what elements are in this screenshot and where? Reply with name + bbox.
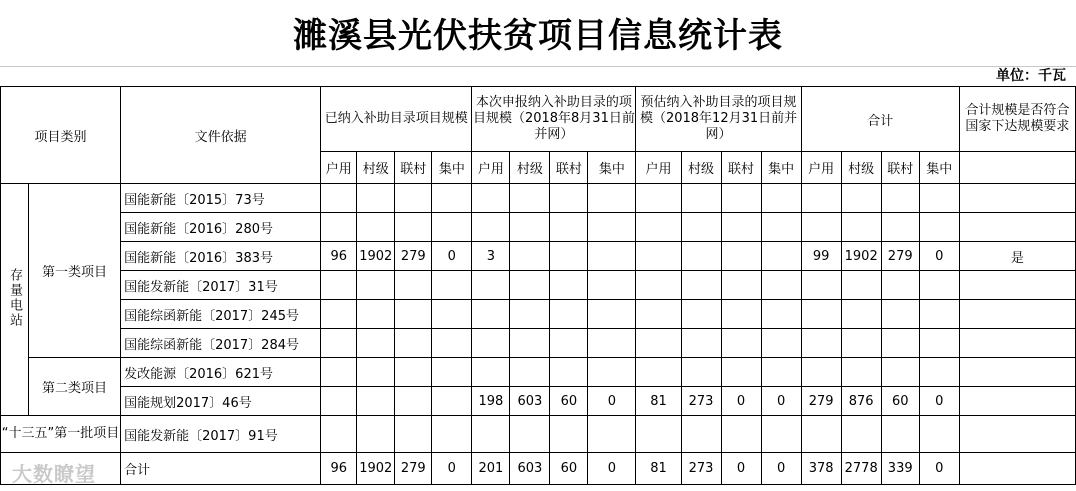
data-cell: [841, 358, 881, 387]
subheader: 集中: [919, 152, 959, 184]
data-cell: [636, 358, 681, 387]
data-cell: [472, 300, 510, 329]
data-cell: [321, 387, 357, 416]
data-cell: [395, 416, 432, 453]
header-group-total: 合计: [801, 87, 959, 152]
data-cell: [550, 184, 588, 213]
doc-basis-cell: 国能综函新能〔2017〕284号: [121, 329, 321, 358]
subheader: 集中: [588, 152, 636, 184]
data-cell: [432, 358, 472, 387]
data-cell: [321, 416, 357, 453]
data-cell: [357, 184, 395, 213]
data-cell: [841, 213, 881, 242]
data-cell: [841, 184, 881, 213]
total-compliance-cell: [959, 453, 1075, 485]
data-cell: 279: [801, 387, 841, 416]
data-cell: [432, 300, 472, 329]
subheader: 户用: [472, 152, 510, 184]
data-cell: 0: [432, 242, 472, 271]
compliance-cell: [959, 213, 1075, 242]
data-cell: 0: [761, 387, 801, 416]
class2-label: 第二类项目: [29, 358, 121, 416]
data-cell: [919, 271, 959, 300]
data-cell: [588, 300, 636, 329]
data-cell: [801, 213, 841, 242]
compliance-cell: [959, 300, 1075, 329]
data-cell: 279: [395, 242, 432, 271]
data-cell: [761, 416, 801, 453]
data-cell: [588, 242, 636, 271]
data-cell: [357, 387, 395, 416]
data-cell: [636, 329, 681, 358]
data-cell: 279: [881, 242, 919, 271]
total-cell: 0: [588, 453, 636, 485]
data-cell: [636, 213, 681, 242]
doc-basis-cell: 国能规划2017〕46号: [121, 387, 321, 416]
subheader-blank: [959, 152, 1075, 184]
doc-basis-cell: 发改能源〔2016〕621号: [121, 358, 321, 387]
data-cell: 60: [881, 387, 919, 416]
data-cell: [681, 213, 721, 242]
data-cell: [472, 184, 510, 213]
subheader: 村级: [841, 152, 881, 184]
data-cell: [761, 329, 801, 358]
data-cell: [550, 300, 588, 329]
data-cell: [510, 184, 550, 213]
data-cell: [761, 213, 801, 242]
total-cell: 0: [761, 453, 801, 485]
total-label: 合计: [121, 453, 321, 485]
data-cell: [432, 271, 472, 300]
data-cell: 876: [841, 387, 881, 416]
data-cell: [801, 329, 841, 358]
subheader: 村级: [510, 152, 550, 184]
data-cell: [472, 358, 510, 387]
data-cell: [432, 416, 472, 453]
data-cell: [550, 271, 588, 300]
data-cell: [841, 271, 881, 300]
data-cell: 198: [472, 387, 510, 416]
total-cell: 339: [881, 453, 919, 485]
data-cell: [550, 213, 588, 242]
subheader: 联村: [881, 152, 919, 184]
class1-label: 第一类项目: [29, 184, 121, 358]
data-cell: [881, 416, 919, 453]
data-cell: [801, 184, 841, 213]
subheader: 户用: [636, 152, 681, 184]
data-cell: 96: [321, 242, 357, 271]
subheader: 户用: [801, 152, 841, 184]
data-cell: [395, 213, 432, 242]
data-cell: 0: [588, 387, 636, 416]
data-cell: [432, 329, 472, 358]
section-name: 存量电站: [7, 267, 22, 328]
compliance-cell: [959, 184, 1075, 213]
data-cell: [588, 184, 636, 213]
subheader: 联村: [395, 152, 432, 184]
data-cell: 0: [919, 242, 959, 271]
data-cell: [681, 242, 721, 271]
data-cell: 273: [681, 387, 721, 416]
data-cell: [321, 300, 357, 329]
data-cell: [919, 213, 959, 242]
data-cell: [321, 358, 357, 387]
data-cell: [510, 213, 550, 242]
data-cell: [721, 300, 761, 329]
data-cell: [801, 271, 841, 300]
doc-basis-cell: 国能新能〔2016〕383号: [121, 242, 321, 271]
total-cell: 201: [472, 453, 510, 485]
data-cell: [881, 329, 919, 358]
data-cell: [395, 184, 432, 213]
total-cell: 603: [510, 453, 550, 485]
data-cell: [550, 416, 588, 453]
data-cell: [761, 184, 801, 213]
compliance-cell: [959, 416, 1075, 453]
total-cell: 273: [681, 453, 721, 485]
data-cell: [636, 271, 681, 300]
data-cell: [919, 300, 959, 329]
data-cell: [636, 300, 681, 329]
total-cell: 96: [321, 453, 357, 485]
doc-basis-cell: 国能新能〔2016〕280号: [121, 213, 321, 242]
doc-basis-cell: 国能综函新能〔2017〕245号: [121, 300, 321, 329]
data-cell: [761, 300, 801, 329]
data-cell: [881, 213, 919, 242]
doc-basis-cell: 国能发新能〔2017〕31号: [121, 271, 321, 300]
data-cell: 3: [472, 242, 510, 271]
data-cell: [357, 213, 395, 242]
data-cell: [588, 213, 636, 242]
compliance-cell: 是: [959, 242, 1075, 271]
data-cell: [472, 416, 510, 453]
header-group-included: 已纳入补助目录项目规模: [321, 87, 472, 152]
section-label: [1, 184, 29, 416]
header-basis: 文件依据: [121, 87, 321, 184]
data-cell: [432, 387, 472, 416]
data-cell: [357, 416, 395, 453]
compliance-cell: [959, 358, 1075, 387]
data-cell: [881, 358, 919, 387]
total-cell: 378: [801, 453, 841, 485]
data-cell: [510, 358, 550, 387]
data-cell: [801, 416, 841, 453]
data-cell: 1902: [357, 242, 395, 271]
data-cell: [395, 329, 432, 358]
data-cell: [721, 416, 761, 453]
data-cell: [681, 416, 721, 453]
compliance-cell: [959, 271, 1075, 300]
data-cell: [721, 242, 761, 271]
data-cell: [881, 300, 919, 329]
total-cell: 1902: [357, 453, 395, 485]
subheader: 户用: [321, 152, 357, 184]
data-cell: [841, 329, 881, 358]
data-cell: [801, 358, 841, 387]
data-cell: [721, 358, 761, 387]
data-cell: [919, 329, 959, 358]
data-cell: [472, 213, 510, 242]
page-title: 濉溪县光伏扶贫项目信息统计表: [0, 0, 1076, 67]
data-cell: [721, 184, 761, 213]
data-cell: [472, 329, 510, 358]
data-cell: [550, 358, 588, 387]
data-cell: [636, 184, 681, 213]
doc-basis-cell: 国能发新能〔2017〕91号: [121, 416, 321, 453]
stats-table: [0, 86, 1076, 485]
data-cell: 81: [636, 387, 681, 416]
total-cell: 0: [432, 453, 472, 485]
data-cell: [432, 184, 472, 213]
total-cell: 279: [395, 453, 432, 485]
data-cell: [721, 329, 761, 358]
data-cell: [919, 416, 959, 453]
data-cell: [395, 387, 432, 416]
data-cell: [681, 358, 721, 387]
data-cell: [919, 184, 959, 213]
batch-label: “十三五”第一批项目: [1, 416, 121, 453]
data-cell: [681, 300, 721, 329]
data-cell: [801, 300, 841, 329]
data-cell: 99: [801, 242, 841, 271]
subheader: 集中: [432, 152, 472, 184]
subheader: 联村: [550, 152, 588, 184]
total-cell: 0: [721, 453, 761, 485]
data-cell: [550, 242, 588, 271]
data-cell: [761, 358, 801, 387]
data-cell: [721, 213, 761, 242]
data-cell: [841, 416, 881, 453]
total-cell: 0: [919, 453, 959, 485]
data-cell: [721, 271, 761, 300]
data-cell: [472, 271, 510, 300]
data-cell: [636, 242, 681, 271]
data-cell: [761, 242, 801, 271]
compliance-cell: [959, 329, 1075, 358]
data-cell: [681, 184, 721, 213]
data-cell: [636, 416, 681, 453]
data-cell: [881, 184, 919, 213]
data-cell: [321, 271, 357, 300]
total-cell: 81: [636, 453, 681, 485]
subheader: 村级: [357, 152, 395, 184]
data-cell: [510, 242, 550, 271]
data-cell: [588, 416, 636, 453]
header-compliance: 合计规模是否符合国家下达规模要求: [959, 87, 1075, 152]
data-cell: 603: [510, 387, 550, 416]
total-cell: 2778: [841, 453, 881, 485]
data-cell: [919, 358, 959, 387]
subheader: 村级: [681, 152, 721, 184]
data-cell: [395, 358, 432, 387]
data-cell: [841, 300, 881, 329]
data-cell: 1902: [841, 242, 881, 271]
data-cell: [550, 329, 588, 358]
data-cell: [510, 271, 550, 300]
data-cell: [510, 300, 550, 329]
data-cell: [357, 329, 395, 358]
subheader: 联村: [721, 152, 761, 184]
data-cell: [681, 329, 721, 358]
subheader: 集中: [761, 152, 801, 184]
data-cell: [588, 329, 636, 358]
data-cell: [357, 300, 395, 329]
data-cell: [681, 271, 721, 300]
data-cell: 0: [721, 387, 761, 416]
data-cell: [588, 271, 636, 300]
header-group-declared: 本次申报纳入补助目录的项目规模（2018年8月31日前并网）: [472, 87, 636, 152]
data-cell: [432, 213, 472, 242]
data-cell: [510, 329, 550, 358]
data-cell: [881, 271, 919, 300]
data-cell: 60: [550, 387, 588, 416]
data-cell: [321, 184, 357, 213]
data-cell: [395, 271, 432, 300]
data-cell: [395, 300, 432, 329]
data-cell: [357, 271, 395, 300]
data-cell: [588, 358, 636, 387]
data-cell: [510, 416, 550, 453]
data-cell: [357, 358, 395, 387]
total-cell: 60: [550, 453, 588, 485]
header-category: 项目类别: [1, 87, 121, 184]
data-cell: [321, 329, 357, 358]
data-cell: 0: [919, 387, 959, 416]
watermark: 大数瞭望: [12, 462, 96, 486]
unit-label: 单位：千瓦: [996, 68, 1066, 84]
header-group-estimated: 预估纳入补助目录的项目规模（2018年12月31日前并网）: [636, 87, 801, 152]
data-cell: [321, 213, 357, 242]
data-cell: [761, 271, 801, 300]
doc-basis-cell: 国能新能〔2015〕73号: [121, 184, 321, 213]
compliance-cell: [959, 387, 1075, 416]
